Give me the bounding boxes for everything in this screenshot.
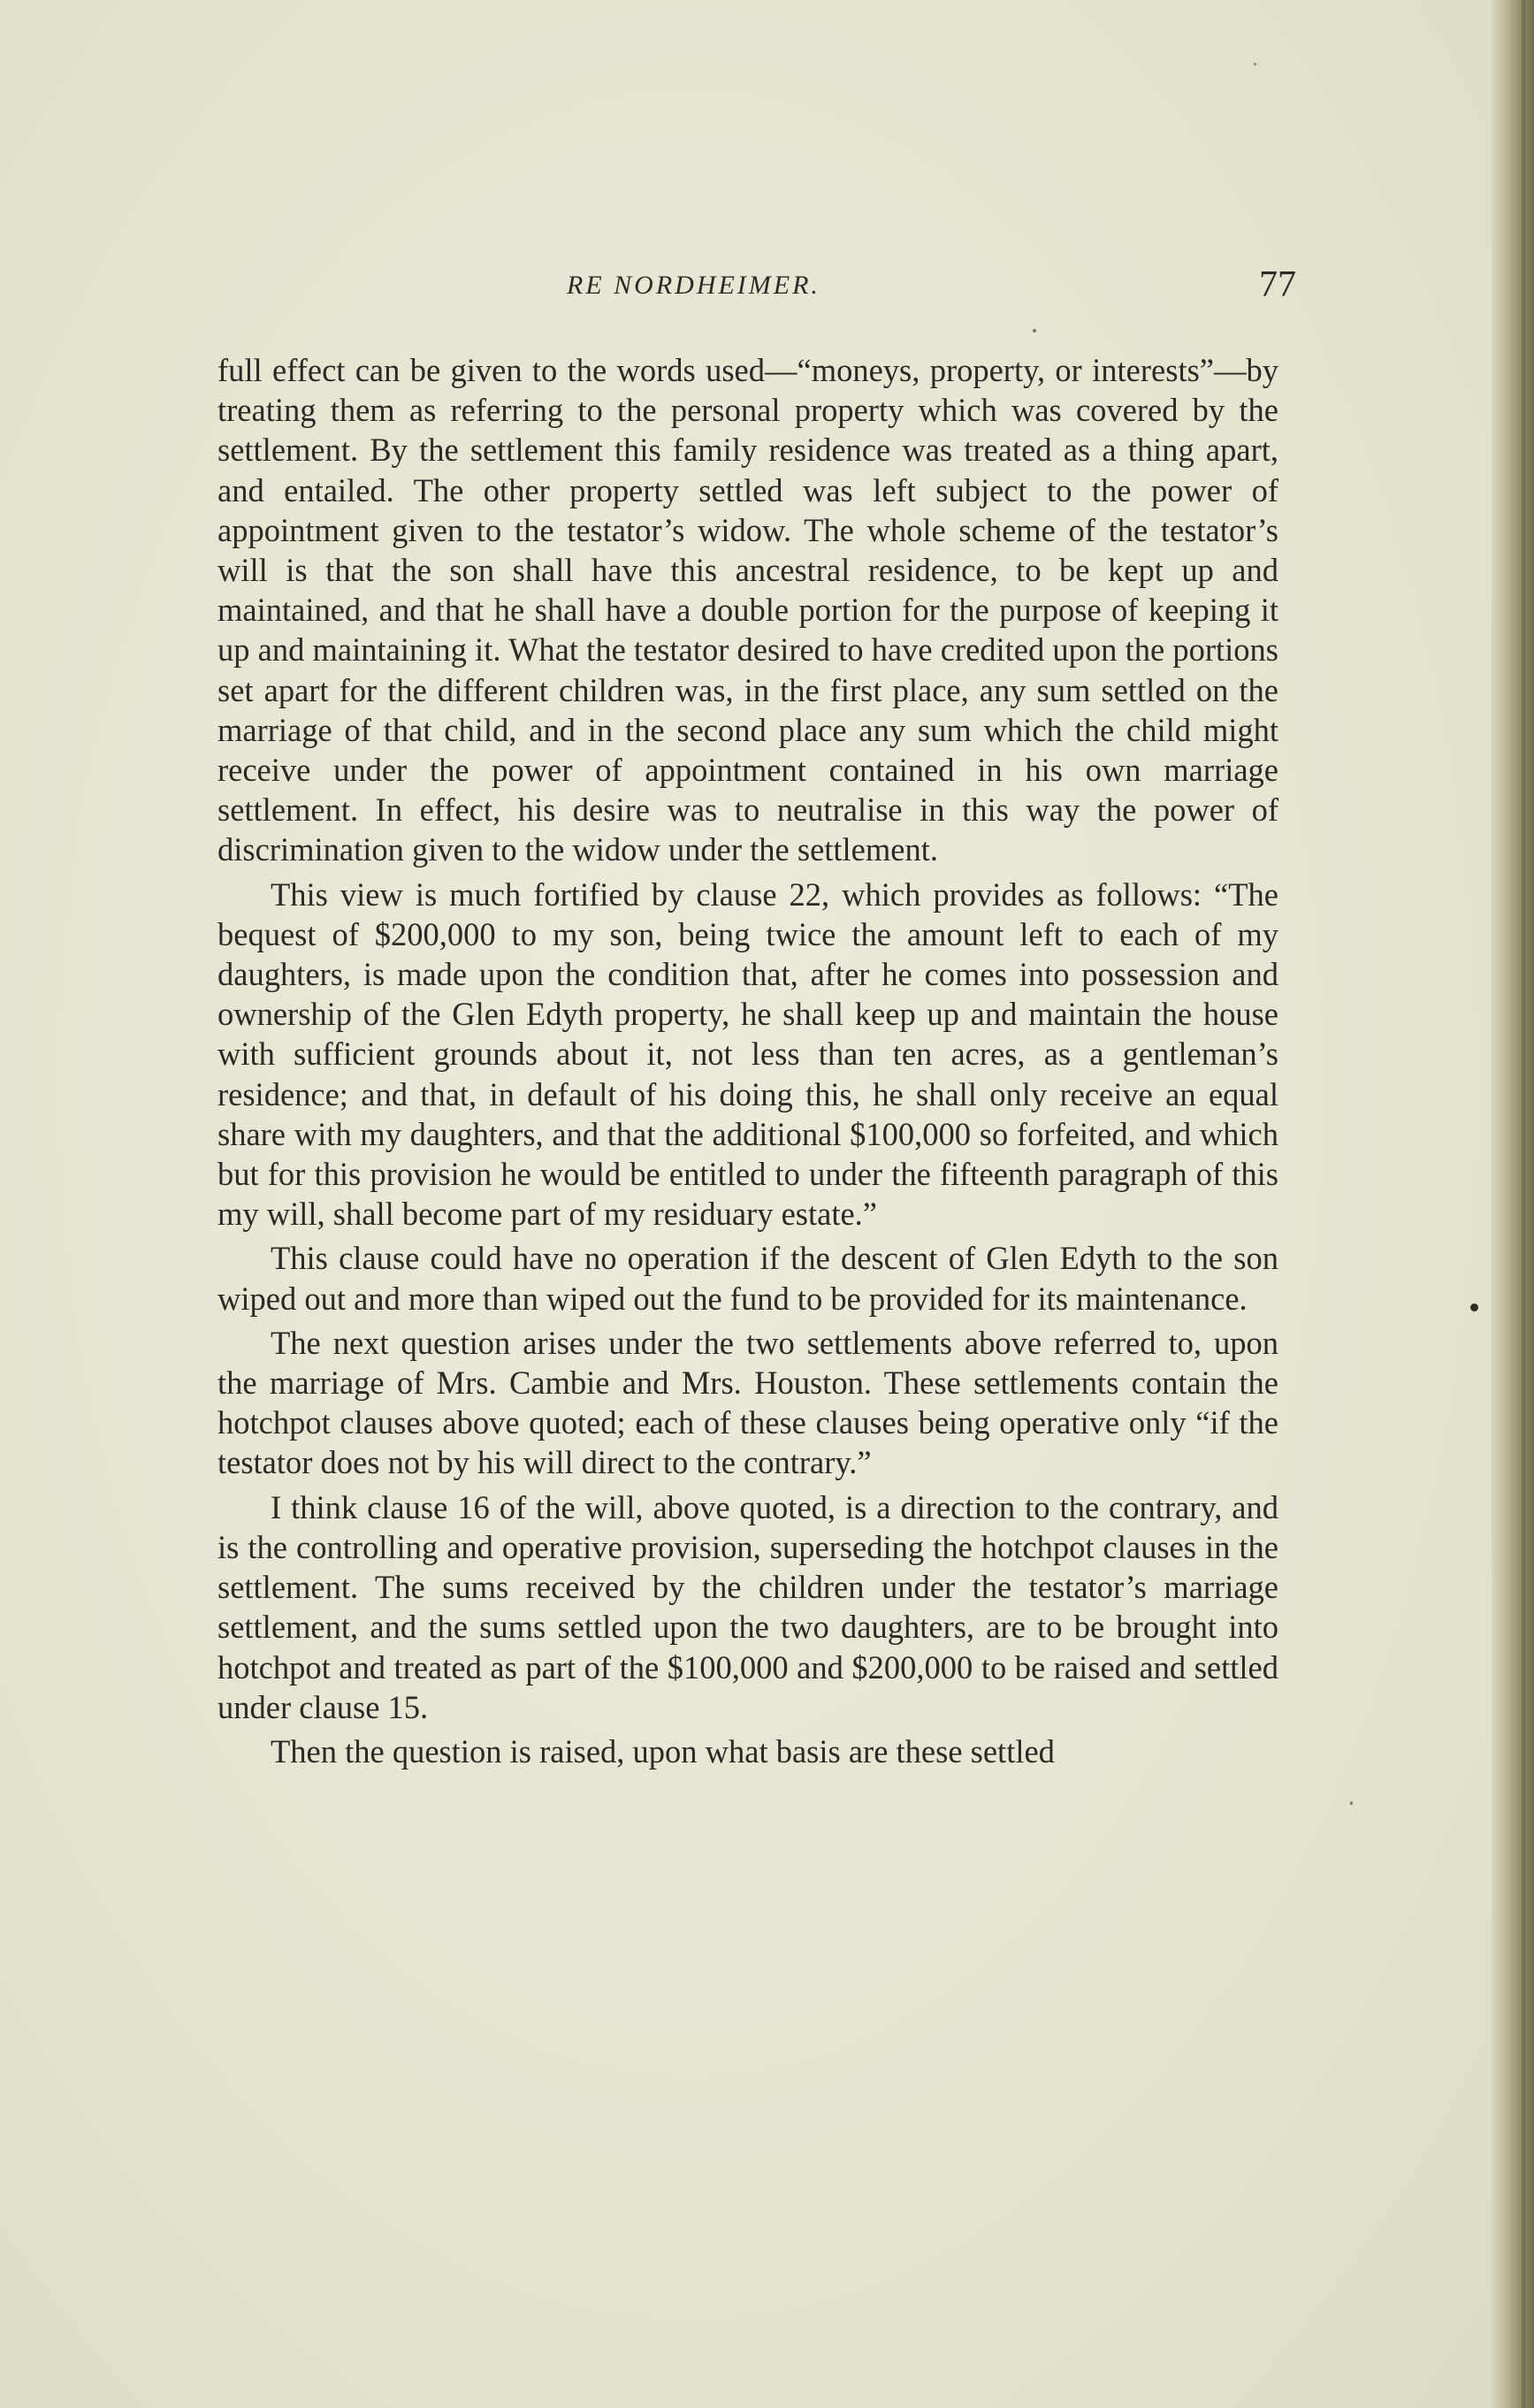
book-binding-edge	[1492, 0, 1534, 2408]
page-number: 77	[1259, 264, 1296, 305]
page-header	[218, 264, 1296, 324]
body-text	[218, 350, 1278, 1776]
running-head: RE NORDHEIMER.	[567, 271, 820, 300]
paragraph-continuation: full effect can be given to the words used—“moneys, property, or interests”—by treating them as referring to the personal property which was covered by the settlement. By the settlement this family residence was treated as a thing apart, and entailed. The other property settled was left subject to the power of appointment given to the testator’s widow. The whole scheme of the testator’s will is that the son shall have this ancestral residence, to be kept up and maintained, and that he shall have a double portion for the purpose of keeping it up and maintaining it. What the testator desired to have credited upon the portions set apart for the different children was, in the first place, any sum settled on the marriage of that child, and in the second place any sum which the child might receive under the power of appointment contained in his own marriage settlement. In effect, his desire was to neutralise in this way the power of discrimination given to the widow under the settlement.	[218, 352, 1278, 868]
paragraph: The next question arises under the two settlements above referred to, upon the marriage of Mrs. Cambie and Mrs. Houston. These settlements contain the hotchpot clauses above quoted; each of these clauses being operative only “if the testator does not by his will direct to the contrary.”	[218, 1324, 1278, 1481]
paragraph: This clause could have no operation if the descent of Glen Edyth to the son wiped out and more than wiped out the fund to be provided for its maintenance.	[218, 1240, 1278, 1317]
paragraph: I think clause 16 of the will, above quoted, is a direction to the contrary, and is the controlling and operative provision, superseding the hotchpot clauses in the settlement. The sums received by the children under the testator’s marriage settlement, and the sums settled upon the two daughters, are to be brought into hotchpot and treated as part of the $100,000 and $200,000 to be raised and settled under clause 15.	[218, 1488, 1278, 1725]
ink-speck	[1470, 1303, 1478, 1311]
paragraph: Then the question is raised, upon what basis are these settled	[271, 1732, 1055, 1770]
ink-speck	[1033, 329, 1036, 333]
ink-speck	[1254, 63, 1256, 65]
paragraph: This view is much fortified by clause 22, which provides as follows: “The bequest of $200,000 to my son, being twice the amount left to each of my daughters, is made upon the condition that, after he comes into possession and ownership of the Glen Edyth property, he shall keep up and maintain the house with sufficient grounds about it, not less than ten acres, as a gentleman’s residence; and that, in default of his doing this, he shall only receive an equal share with my daughters, and that the additional $100,000 so forfeited, and which but for this provision he would be entitled to under the fifteenth paragraph of this my will, shall become part of my residuary estate.”	[218, 875, 1278, 1233]
ink-speck	[1350, 1801, 1353, 1805]
